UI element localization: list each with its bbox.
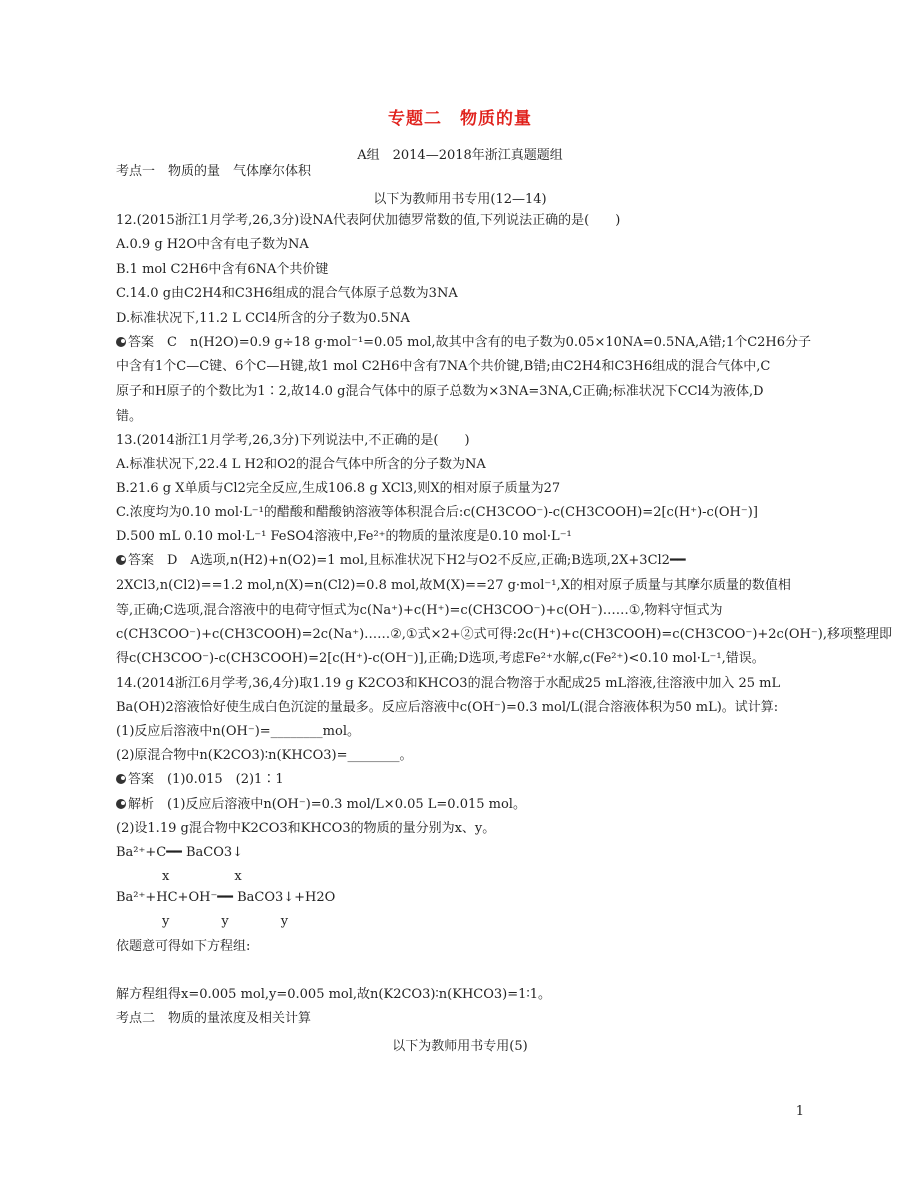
q13-answer-line: 答案 D A选项,n(H2)+n(O2)=1 mol,且标准状况下H2与O2不反应,正确;B选项,2X+3Cl2━━	[116, 552, 686, 570]
q14-part-1: (1)反应后溶液中n(OH⁻)=________mol。	[116, 724, 360, 739]
q14-stem: Ba(OH)2溶液恰好使生成白色沉淀的量最多。反应后溶液中c(OH⁻)=0.3 mol/L(混合溶液体积为50 mL)。试计算:	[116, 700, 779, 715]
q12-stem: 12.(2015浙江1月学考,26,3分)设NA代表阿伏加德罗常数的值,下列说法正确的是( )	[116, 213, 621, 228]
q12-answer-line: 原子和H原子的个数比为1∶2,故14.0 g混合气体中的原子总数为×3NA=3NA,C正确;标准状况下CCl4为液体,D	[116, 384, 764, 399]
q13-option-a: A.标准状况下,22.4 L H2和O2的混合气体中所含的分子数为NA	[116, 457, 486, 472]
q14-explanation: 依题意可得如下方程组:	[116, 939, 251, 954]
answer-icon	[116, 555, 126, 565]
q13-option-c: C.浓度均为0.10 mol·L⁻¹的醋酸和醋酸钠溶液等体积混合后:c(CH3COO⁻)-c(CH3COOH)=2[c(H⁺)-c(OH⁻)]	[116, 505, 758, 520]
q13-answer-line: 得c(CH3COO⁻)-c(CH3COOH)=2[c(H⁺)-c(OH⁻)],正确;D选项,考虑Fe²⁺水解,c(Fe²⁺)<0.10 mol·L⁻¹,错误。	[116, 651, 765, 666]
page-title: 专题二 物质的量	[388, 109, 532, 129]
equation-2-vars: y y y	[162, 914, 289, 929]
answer-icon	[116, 774, 126, 784]
q12-option-b: B.1 mol C2H6中含有6NA个共价键	[116, 262, 329, 277]
q13-answer-line: 等,正确;C选项,混合溶液中的电荷守恒式为c(Na⁺)+c(H⁺)=c(CH3COO⁻)+c(OH⁻)……①,物料守恒式为	[116, 603, 723, 618]
equation-2: Ba²⁺+HC+OH⁻━━ BaCO3↓+H2O	[116, 890, 336, 905]
q14-stem: 14.(2014浙江6月学考,36,4分)取1.19 g K2CO3和KHCO3的混合物溶于水配成25 mL溶液,往溶液中加入 25 mL	[116, 676, 781, 691]
equation-1: Ba²⁺+C━━ BaCO3↓	[116, 845, 244, 860]
q14-part-2: (2)原混合物中n(K2CO3)∶n(KHCO3)=________。	[116, 748, 413, 763]
equation-1-vars: x x	[162, 869, 242, 884]
q12-option-c: C.14.0 g由C2H4和C3H6组成的混合气体原子总数为3NA	[116, 286, 458, 301]
q13-option-d: D.500 mL 0.10 mol·L⁻¹ FeSO4溶液中,Fe²⁺的物质的量浓度是0.10 mol·L⁻¹	[116, 529, 572, 544]
q12-answer-line: 答案 C n(H2O)=0.9 g÷18 g·mol⁻¹=0.05 mol,故其中含有的电子数为0.05×10NA=0.5NA,A错;1个C2H6分子	[116, 334, 811, 352]
q14-explanation: (2)设1.19 g混合物中K2CO3和KHCO3的物质的量分别为x、y。	[116, 821, 496, 836]
q14-answer: 答案 (1)0.015 (2)1∶1	[116, 771, 284, 789]
q13-answer-line: 2XCl3,n(Cl2)==1.2 mol,n(X)=n(Cl2)=0.8 mol,故M(X)==27 g·mol⁻¹,X的相对原子质量与其摩尔质量的数值相	[116, 578, 791, 593]
teacher-note-1: 以下为教师用书专用(12—14)	[373, 192, 547, 207]
teacher-note-2: 以下为教师用书专用(5)	[392, 1039, 528, 1054]
q14-explanation: 解方程组得x=0.005 mol,y=0.005 mol,故n(K2CO3)∶n(KHCO3)=1∶1。	[116, 987, 552, 1002]
page-number: 1	[795, 1104, 804, 1119]
section-heading-2: 考点二 物质的量浓度及相关计算	[116, 1011, 312, 1026]
q13-answer-line: c(CH3COO⁻)+c(CH3COOH)=2c(Na⁺)……②,①式×2+②式可得:2c(H⁺)+c(CH3COOH)=c(CH3COO⁻)+2c(OH⁻),移项整理即	[116, 627, 892, 642]
q12-option-d: D.标准状况下,11.2 L CCl4所含的分子数为0.5NA	[116, 311, 410, 326]
group-heading: A组 2014—2018年浙江真题题组	[357, 148, 563, 163]
answer-icon	[116, 337, 126, 347]
q12-answer-line: 错。	[116, 409, 143, 424]
q14-explanation: 解析 (1)反应后溶液中n(OH⁻)=0.3 mol/L×0.05 L=0.015 mol。	[116, 796, 526, 814]
q12-answer-line: 中含有1个C—C键、6个C—H键,故1 mol C2H6中含有7NA个共价键,B错;由C2H4和C3H6组成的混合气体中,C	[116, 359, 771, 374]
q13-option-b: B.21.6 g X单质与Cl2完全反应,生成106.8 g XCl3,则X的相对原子质量为27	[116, 481, 561, 496]
explanation-icon	[116, 799, 126, 809]
q12-option-a: A.0.9 g H2O中含有电子数为NA	[116, 237, 309, 252]
q13-stem: 13.(2014浙江1月学考,26,3分)下列说法中,不正确的是( )	[116, 433, 470, 448]
section-heading-1: 考点一 物质的量 气体摩尔体积	[116, 164, 312, 179]
